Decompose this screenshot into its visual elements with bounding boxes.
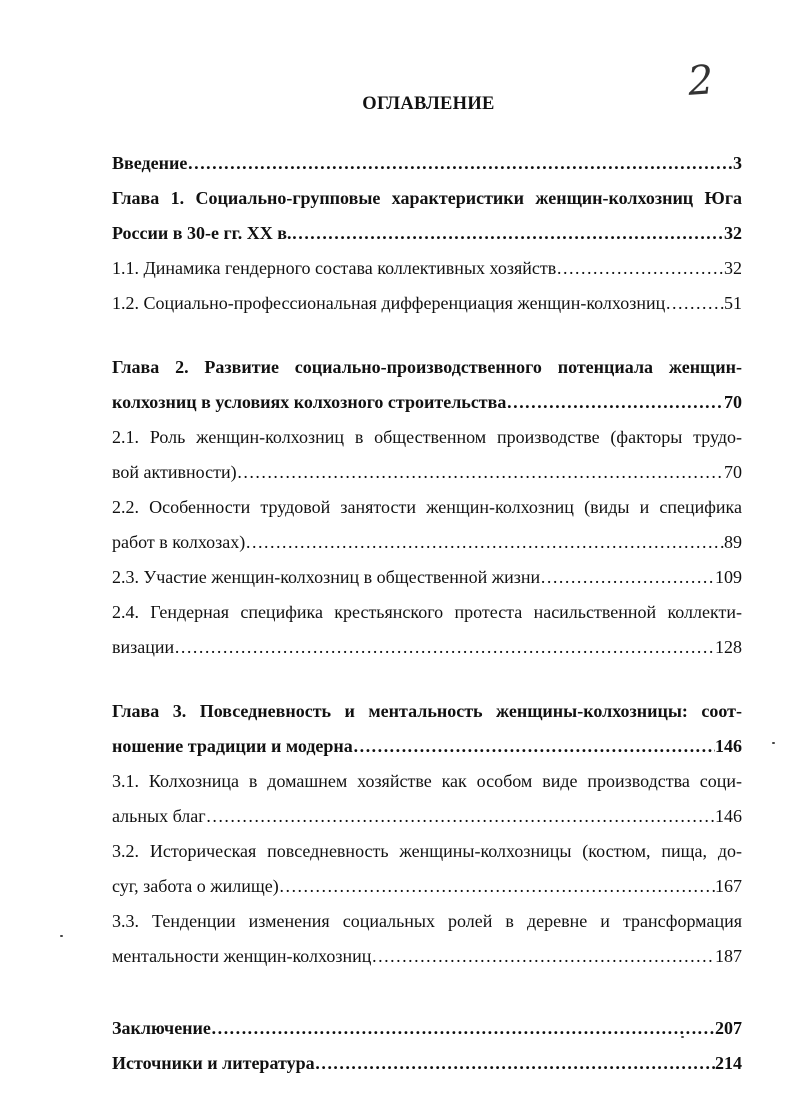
leader-dots <box>540 560 715 595</box>
toc-page-number: 128 <box>715 637 742 657</box>
scan-speck <box>772 742 775 744</box>
toc-section-3-2-line-2 <box>112 869 742 904</box>
toc-chapter-3-line-1: Глава 3. Повседневность и ментальность женщины-колхозницы: соот- <box>112 701 742 721</box>
toc-section-3-2-line-1: 3.2. Историческая повседневность женщины-колхозницы (костюм, пища, до- <box>112 841 742 861</box>
leader-dots <box>237 455 724 490</box>
toc-section-3-3-line-2 <box>112 939 742 974</box>
toc-entry-text: суг, забота о жилище) <box>112 876 279 896</box>
toc-page-number: 187 <box>715 946 742 966</box>
toc-chapter-3-line-2 <box>112 729 742 764</box>
leader-dots <box>506 385 724 420</box>
leader-dots <box>556 251 724 286</box>
toc-page-number: 70 <box>724 462 742 482</box>
toc-entry-text: альных благ <box>112 806 206 826</box>
toc-section-2-1-line-1: 2.1. Роль женщин-колхозниц в общественном производстве (факторы трудо- <box>112 427 742 447</box>
toc-section-3-1-line-1: 3.1. Колхозница в домашнем хозяйстве как особом виде производства соци- <box>112 771 742 791</box>
table-of-contents <box>112 146 742 1081</box>
toc-page-number: 32 <box>724 258 742 278</box>
toc-entry-text: 1.2. Социально-профессиональная дифференциация женщин-колхозниц <box>112 293 666 313</box>
toc-section-2-3 <box>112 560 742 595</box>
toc-title: ОГЛАВЛЕНИЕ <box>362 94 495 114</box>
toc-entry-text: 2.3. Участие женщин-колхозниц в общественной жизни <box>112 567 541 587</box>
toc-page-number: 214 <box>715 1053 742 1073</box>
leader-dots <box>206 799 715 834</box>
toc-entry-text: России в 30-е гг. XX в. <box>112 223 292 243</box>
toc-chapter-1-line-1: Глава 1. Социально-групповые характеристики женщин-колхозниц Юга <box>112 188 742 208</box>
toc-entry-text: Введение <box>112 153 188 173</box>
toc-section-2-4-line-1: 2.4. Гендерная специфика крестьянского протеста насильственной коллекти- <box>112 602 742 622</box>
toc-page-number: 146 <box>715 806 742 826</box>
toc-entry-conclusion <box>112 1011 742 1046</box>
leader-dots <box>315 1046 715 1081</box>
toc-section-1-1 <box>112 251 742 286</box>
leader-dots <box>187 146 733 181</box>
leader-dots <box>371 939 715 974</box>
handwritten-page-number: 2 <box>686 57 715 105</box>
leader-dots <box>292 216 724 251</box>
spacer <box>112 321 742 350</box>
toc-section-2-1-line-2 <box>112 455 742 490</box>
toc-entry-text: вой активности) <box>112 462 237 482</box>
toc-section-3-3-line-1: 3.3. Тенденции изменения социальных ролей в деревне и трансформация <box>112 911 742 931</box>
toc-entry-text: ментальности женщин-колхозниц <box>112 946 372 966</box>
leader-dots <box>279 869 715 904</box>
toc-entry-text: ношение традиции и модерна <box>112 736 353 756</box>
toc-entry-text: Источники и литература <box>112 1053 315 1073</box>
spacer <box>112 665 742 694</box>
toc-chapter-2-line-2 <box>112 385 742 420</box>
toc-section-3-1-line-2 <box>112 799 742 834</box>
toc-page-number: 32 <box>724 223 742 243</box>
toc-entry-text: 1.1. Динамика гендерного состава коллективных хозяйств <box>112 258 557 278</box>
toc-entry-intro <box>112 146 742 181</box>
toc-page-number: 109 <box>715 567 742 587</box>
toc-entry-sources <box>112 1046 742 1081</box>
toc-page-number: 51 <box>724 293 742 313</box>
toc-entry-text: колхозниц в условиях колхозного строительства <box>112 392 507 412</box>
leader-dots <box>353 729 715 764</box>
toc-page-number: 3 <box>733 153 742 173</box>
leader-dots <box>665 286 724 321</box>
toc-page-number: 70 <box>724 392 742 412</box>
leader-dots <box>211 1011 715 1046</box>
toc-entry-text: визации <box>112 637 175 657</box>
spacer <box>112 974 742 1011</box>
toc-chapter-1-line-2 <box>112 216 742 251</box>
toc-entry-text: работ в колхозах) <box>112 532 246 552</box>
toc-page-number: 89 <box>724 532 742 552</box>
toc-section-2-2-line-2 <box>112 525 742 560</box>
toc-section-2-4-line-2 <box>112 630 742 665</box>
toc-entry-text: Заключение <box>112 1018 211 1038</box>
scan-speck <box>681 1036 684 1038</box>
toc-page-number: 207 <box>715 1018 742 1038</box>
toc-chapter-2-line-1: Глава 2. Развитие социально-производственного потенциала женщин- <box>112 357 742 377</box>
scan-speck <box>60 935 63 937</box>
leader-dots <box>174 630 715 665</box>
toc-section-2-2-line-1: 2.2. Особенности трудовой занятости женщин-колхозниц (виды и специфика <box>112 497 742 517</box>
toc-section-1-2 <box>112 286 742 321</box>
toc-page-number: 146 <box>715 736 742 756</box>
leader-dots <box>245 525 724 560</box>
toc-page-number: 167 <box>715 876 742 896</box>
